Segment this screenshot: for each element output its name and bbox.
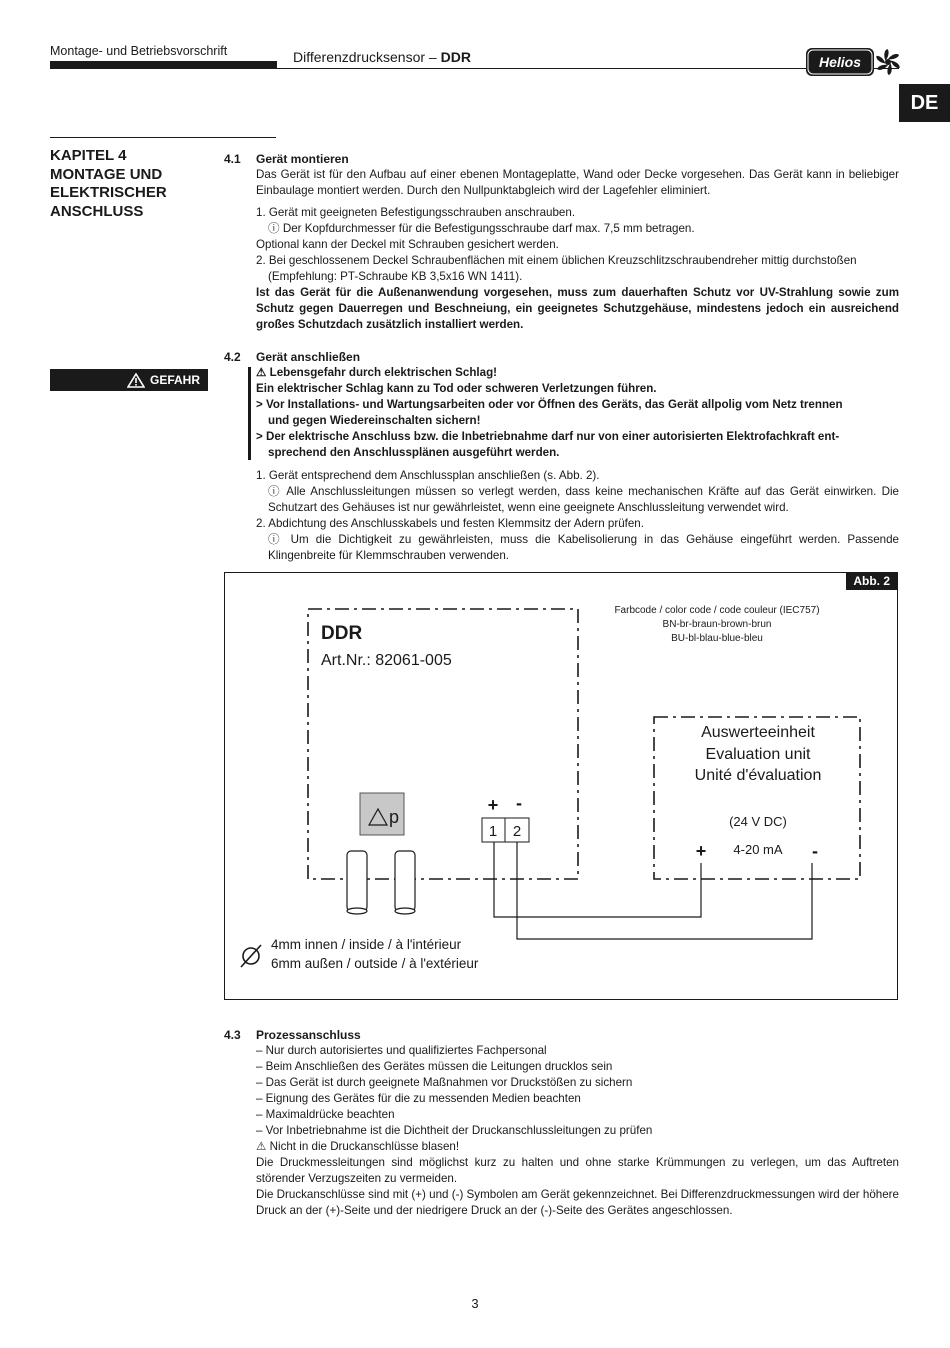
warning-bar xyxy=(248,367,251,460)
logo-text: Helios xyxy=(818,54,862,70)
eval-voltage: (24 V DC) xyxy=(729,814,787,829)
paragraph: Optional kann der Deckel mit Schrauben gesichert werden. xyxy=(256,238,559,251)
section-4-2-body xyxy=(256,468,899,564)
list-item: – Das Gerät ist durch geeignete Maßnahmen vor Druckstößen zu sichern xyxy=(256,1076,633,1089)
language-tab: DE xyxy=(899,84,950,122)
eval-plus-sign: + xyxy=(695,841,707,861)
header-title-prefix: Differenzdrucksensor – xyxy=(293,49,441,65)
header-title-product: DDR xyxy=(440,49,471,65)
section-number: 4.1 xyxy=(224,152,241,166)
list-item: – Nur durch autorisiertes und qualifiziertes Fachpersonal xyxy=(256,1044,547,1057)
chapter-heading xyxy=(50,147,230,221)
section-title: Prozessanschluss xyxy=(256,1028,361,1042)
chapter-line-4: ANSCHLUSS xyxy=(50,202,144,220)
section-number: 4.2 xyxy=(224,350,241,364)
danger-text: Ein elektrischer Schlag kann zu Tod oder schweren Verletzungen führen. xyxy=(256,382,657,395)
section-4-3-body xyxy=(256,1043,899,1219)
color-code-blue: BU-bl-blau-blue-bleu xyxy=(671,633,763,644)
device-outline xyxy=(308,609,578,879)
section-4-1-body xyxy=(256,167,899,333)
color-code-brown: BN-br-braun-brown-brun xyxy=(662,619,772,630)
device-article-number: Art.Nr.: 82061-005 xyxy=(321,652,452,669)
terminal-plus-sign: + xyxy=(487,795,499,815)
eval-label-fr: Unité d'évaluation xyxy=(694,767,822,784)
step: 2. Bei geschlossenem Deckel Schraubenflächen mit einem üblichen Kreuzschlitzschraubendreher mittig durchstoßen xyxy=(256,254,857,267)
figure-label: Abb. 2 xyxy=(846,573,897,590)
outdoor-note: Ist das Gerät für die Außenanwendung vorgesehen, muss zum dauerhaften Schutz vor UV-Strahlung sowie zum Schutz gegen Dauerregen und Beschneiung, ein geeignetes Schutzgehäuse, mindestens jedoch ein ausreichend großes Schutzdach zusätzlich installiert werden. xyxy=(256,286,899,331)
list-item: – Beim Anschließen des Gerätes müssen die Leitungen drucklos sein xyxy=(256,1060,613,1073)
info-note: ⓘ Alle Anschlussleitungen müssen so verlegt werden, dass keine mechanischen Kräfte auf das Gerät einwirken. Die Schutzart des Gehäuses ist nur gewährleistet, wenn eine geeignete Anschlussleitung verwendet wird. xyxy=(268,485,899,514)
warning-icon xyxy=(127,373,145,388)
danger-instruction-cont: sprechend den Anschlussplänen ausgeführt werden. xyxy=(268,446,560,459)
eval-minus-sign: - xyxy=(812,841,818,861)
warning-note: ⚠ Nicht in die Druckanschlüsse blasen! xyxy=(256,1140,460,1153)
header-document-type: Montage- und Betriebsvorschrift xyxy=(50,44,228,58)
info-note: ⓘ Der Kopfdurchmesser für die Befestigungsschraube darf max. 7,5 mm betragen. xyxy=(268,222,695,235)
danger-label: GEFAHR xyxy=(149,373,200,387)
eval-current: 4-20 mA xyxy=(733,842,783,857)
chapter-line-1: KAPITEL 4 xyxy=(50,147,127,164)
header-title xyxy=(293,49,471,65)
danger-instruction: > Der elektrische Anschluss bzw. die Inbetriebnahme darf nur von einer autorisierten Elektrofachkraft ent- xyxy=(256,430,840,443)
danger-block xyxy=(256,365,899,461)
danger-badge xyxy=(50,369,208,391)
danger-instruction-cont: und gegen Wiedereinschalten sichern! xyxy=(268,414,481,427)
chapter-rule xyxy=(50,137,276,138)
list-item: – Vor Inbetriebnahme ist die Dichtheit der Druckanschlussleitungen zu prüfen xyxy=(256,1124,653,1137)
pressure-port-plus xyxy=(347,851,367,911)
terminal-2-label: 2 xyxy=(512,823,522,840)
list-item: – Maximaldrücke beachten xyxy=(256,1108,395,1121)
diameter-outer: 6mm außen / outside / à l'extérieur xyxy=(271,956,479,971)
danger-headline: ⚠ Lebensgefahr durch elektrischen Schlag! xyxy=(256,366,498,379)
info-note: ⓘ Um die Dichtigkeit zu gewährleisten, muss die Kabelisolierung in das Gehäuse eingeführt werden. Passende Klingenbreite für Klemmschrauben verwenden. xyxy=(268,533,899,562)
page-number: 3 xyxy=(471,1296,479,1311)
color-code-title: Farbcode / color code / code couleur (IEC757) xyxy=(614,605,820,616)
step: 1. Gerät mit geeigneten Befestigungsschrauben anschrauben. xyxy=(256,206,576,219)
terminal-1-label: 1 xyxy=(488,823,498,840)
diameter-icon xyxy=(241,945,261,967)
wiring-diagram-drawing xyxy=(225,573,897,999)
danger-instruction: > Vor Installations- und Wartungsarbeiten oder vor Öffnen des Geräts, das Gerät allpolig vom Netz trennen xyxy=(256,398,843,411)
pressure-port-minus xyxy=(395,851,415,911)
delta-p-label: p xyxy=(389,807,400,827)
paragraph: Die Druckmessleitungen sind möglichst kurz zu halten und ohne starke Krümmungen zu verlegen, um das Auftreten störender Verzugszeiten zu vermeiden. xyxy=(256,1156,899,1185)
eval-label-de: Auswerteeinheit xyxy=(701,724,815,741)
pressure-port-plus-end xyxy=(347,908,367,914)
paragraph: Die Druckanschlüsse sind mit (+) und (-) Symbolen am Gerät gekennzeichnet. Bei Differenzdruckmessungen wird der höhere Druck an der (+)-Seite und der niedrigere Druck an der (-)-Seite des Gerätes angeschlossen. xyxy=(256,1188,899,1217)
chapter-line-2: MONTAGE UND xyxy=(50,165,163,183)
device-name: DDR xyxy=(321,623,363,644)
header-bar xyxy=(50,61,277,69)
section-number: 4.3 xyxy=(224,1028,241,1042)
eval-label-en: Evaluation unit xyxy=(705,746,811,763)
list-item: – Eignung des Gerätes für die zu messenden Medien beachten xyxy=(256,1092,581,1105)
chapter-line-3: ELEKTRISCHER xyxy=(50,184,167,201)
paragraph: Das Gerät ist für den Aufbau auf einer ebenen Montageplatte, Wand oder Decke vorgesehen. Das Gerät kann in beliebiger Einbaulage montiert werden. Durch den Nullpunktabgleich wird der Lagefehler eliminiert. xyxy=(256,168,899,197)
section-title: Gerät anschließen xyxy=(256,350,361,364)
helios-logo xyxy=(806,47,902,77)
step: 1. Gerät entsprechend dem Anschlussplan anschließen (s. Abb. 2). xyxy=(256,469,600,482)
step: 2. Abdichtung des Anschlusskabels und festen Klemmsitz der Adern prüfen. xyxy=(256,517,644,530)
wire-plus xyxy=(494,842,701,917)
pressure-port-minus-end xyxy=(395,908,415,914)
section-title: Gerät montieren xyxy=(256,152,349,166)
diameter-inner: 4mm innen / inside / à l'intérieur xyxy=(271,937,462,952)
step-continuation: (Empfehlung: PT-Schraube KB 3,5x16 WN 1411). xyxy=(268,270,523,283)
terminal-minus-sign: - xyxy=(516,793,522,813)
fan-icon xyxy=(876,48,901,75)
wiring-diagram xyxy=(224,572,898,1000)
